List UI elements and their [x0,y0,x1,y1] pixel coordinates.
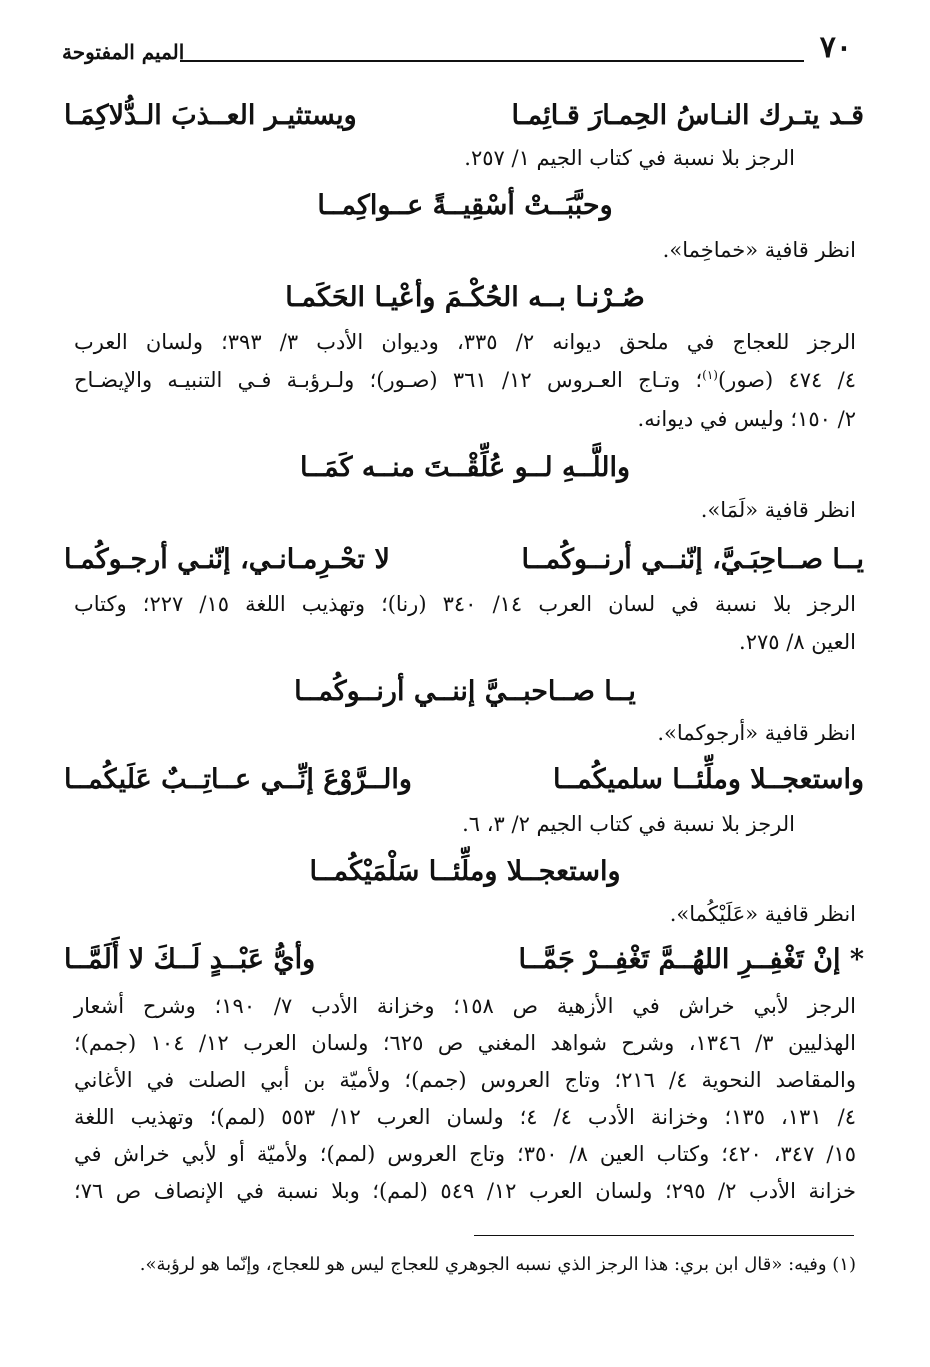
note-2: انظر قافية «خماخِما». [662,238,856,262]
footnote-rule [474,1235,854,1236]
note-5-line-2: العين ٨/ ٢٧٥. [739,630,856,654]
verse-5-hemistich-1: يــا صــاحِبَـيَّ، إنّنــي أرنــوكُمــا [521,544,864,575]
verse-1-hemistich-2: ويستثيـر العــذبَ الـدُّلاكِمَـا [64,100,357,131]
verse-6: يــا صــاحبــيَّ إننــي أرنــوكُمــا [294,676,636,707]
footnote: (١) وفيه: «قال ابن بري: هذا الرجز الذي نسبه الجوهري للعجاج ليس هو للعجاج، وإنّما هو لرؤبة». [139,1254,856,1275]
verse-1 [64,100,864,131]
verse-4: واللَّــهِ لــو عُلِّقْــتَ منــه كَمَــا [299,452,631,483]
running-title: الميم المفتوحة [62,40,185,64]
note-7: الرجز بلا نسبة في كتاب الجيم ٢/ ٣، ٦. [462,812,795,836]
verse-5 [64,544,864,575]
verse-3: صُـرْنـا بــه الحُكْـمَ وأعْيـا الحَكَمـا [285,282,645,313]
verse-7 [64,764,864,795]
verse-7-hemistich-2: والــرَّوْعَ إنِّــي عــاتِــبٌ عَلَيكُمــا [64,764,412,795]
note-3-line-2-part-a: ٤/ ٤٧٤ (صور) [717,368,856,392]
verse-8: واستعجــلا وملِّئــا سَلْمَيْكُمــا [309,856,621,887]
note-3-line-3: ٢/ ١٥٠؛ وليس في ديوانه. [637,407,856,431]
verse-5-hemistich-2: لا تحْـرِمـانـي، إنّنـي أرجـوكُمـا [64,544,390,575]
note-9-line-5: ١٥/ ٣٤٧، ٤٢٠؛ وكتاب العين ٨/ ٣٥٠؛ وتاج العروس (لمم)؛ ولأميّة أو لأبي خراش في [74,1142,856,1166]
page-number: ٧٠ [819,30,852,65]
header-rule [180,60,804,62]
verse-9 [64,944,864,975]
note-8: انظر قافية «عَلَيْكُما». [669,902,856,926]
note-6: انظر قافية «أرجوكما». [657,721,856,745]
note-3-line-1: الرجز للعجاج في ملحق ديوانه ٢/ ٣٣٥، وديوان الأدب ٣/ ٣٩٣؛ ولسان العرب [74,330,856,354]
note-9-line-1: الرجز لأبي خراش في الأزهية ص ١٥٨؛ وخزانة الأدب ٧/ ١٩٠؛ وشرح أشعار [74,994,856,1018]
verse-7-hemistich-1: واستعجــلا وملِّئــا سلميكُمــا [552,764,864,795]
note-1: الرجز بلا نسبة في كتاب الجيم ١/ ٢٥٧. [464,146,795,170]
note-4: انظر قافية «لَمَا». [700,498,856,522]
note-9-line-2: الهذليين ٣/ ١٣٤٦، وشرح شواهد المغني ص ٦٢٥؛ ولسان العرب ١٢/ ١٠٤ (جمم)؛ [74,1031,856,1055]
verse-9-hemistich-2: وأيُّ عَبْــدٍ لَــكَ لا أَلَمَّــا [64,944,316,975]
verse-1-hemistich-1: قـد يتـرك النـاسُ الحِمـارَ قـائِمـا [511,100,864,131]
verse-9-hemistich-1: * إنْ تَغْفِــرِ اللهُــمَّ تَغْفِــرْ جَمَّــا [518,944,864,975]
footnote-marker: (١) [702,368,718,382]
page-header [62,30,852,72]
note-9-line-4: ٤/ ١٣١، ١٣٥؛ وخزانة الأدب ٤/ ٤؛ ولسان العرب ١٢/ ٥٥٣ (لمم)؛ وتهذيب اللغة [74,1105,856,1129]
verse-2: وحبَّبَــتْ أسْقِيــةً عــواكِمــا [317,190,613,221]
note-3-line-2 [74,368,856,392]
note-5-line-1: الرجز بلا نسبة في لسان العرب ١٤/ ٣٤٠ (رنا)؛ وتهذيب اللغة ١٥/ ٢٢٧؛ وكتاب [74,592,856,616]
note-9-line-3: والمقاصد النحوية ٤/ ٢١٦؛ وتاج العروس (جمم)؛ ولأميّة بن أبي الصلت في الأغاني [74,1068,856,1092]
note-9-line-6: خزانة الأدب ٢/ ٢٩٥؛ ولسان العرب ١٢/ ٥٤٩ (لمم)؛ وبلا نسبة في الإنصاف ص ٧٦؛ [74,1179,856,1203]
note-3-line-2-part-b: ؛ وتـاج العـروس ١٢/ ٣٦١ (صـور)؛ ولـرؤبـة فـي التنبيـه والإيضـاح [74,368,703,392]
